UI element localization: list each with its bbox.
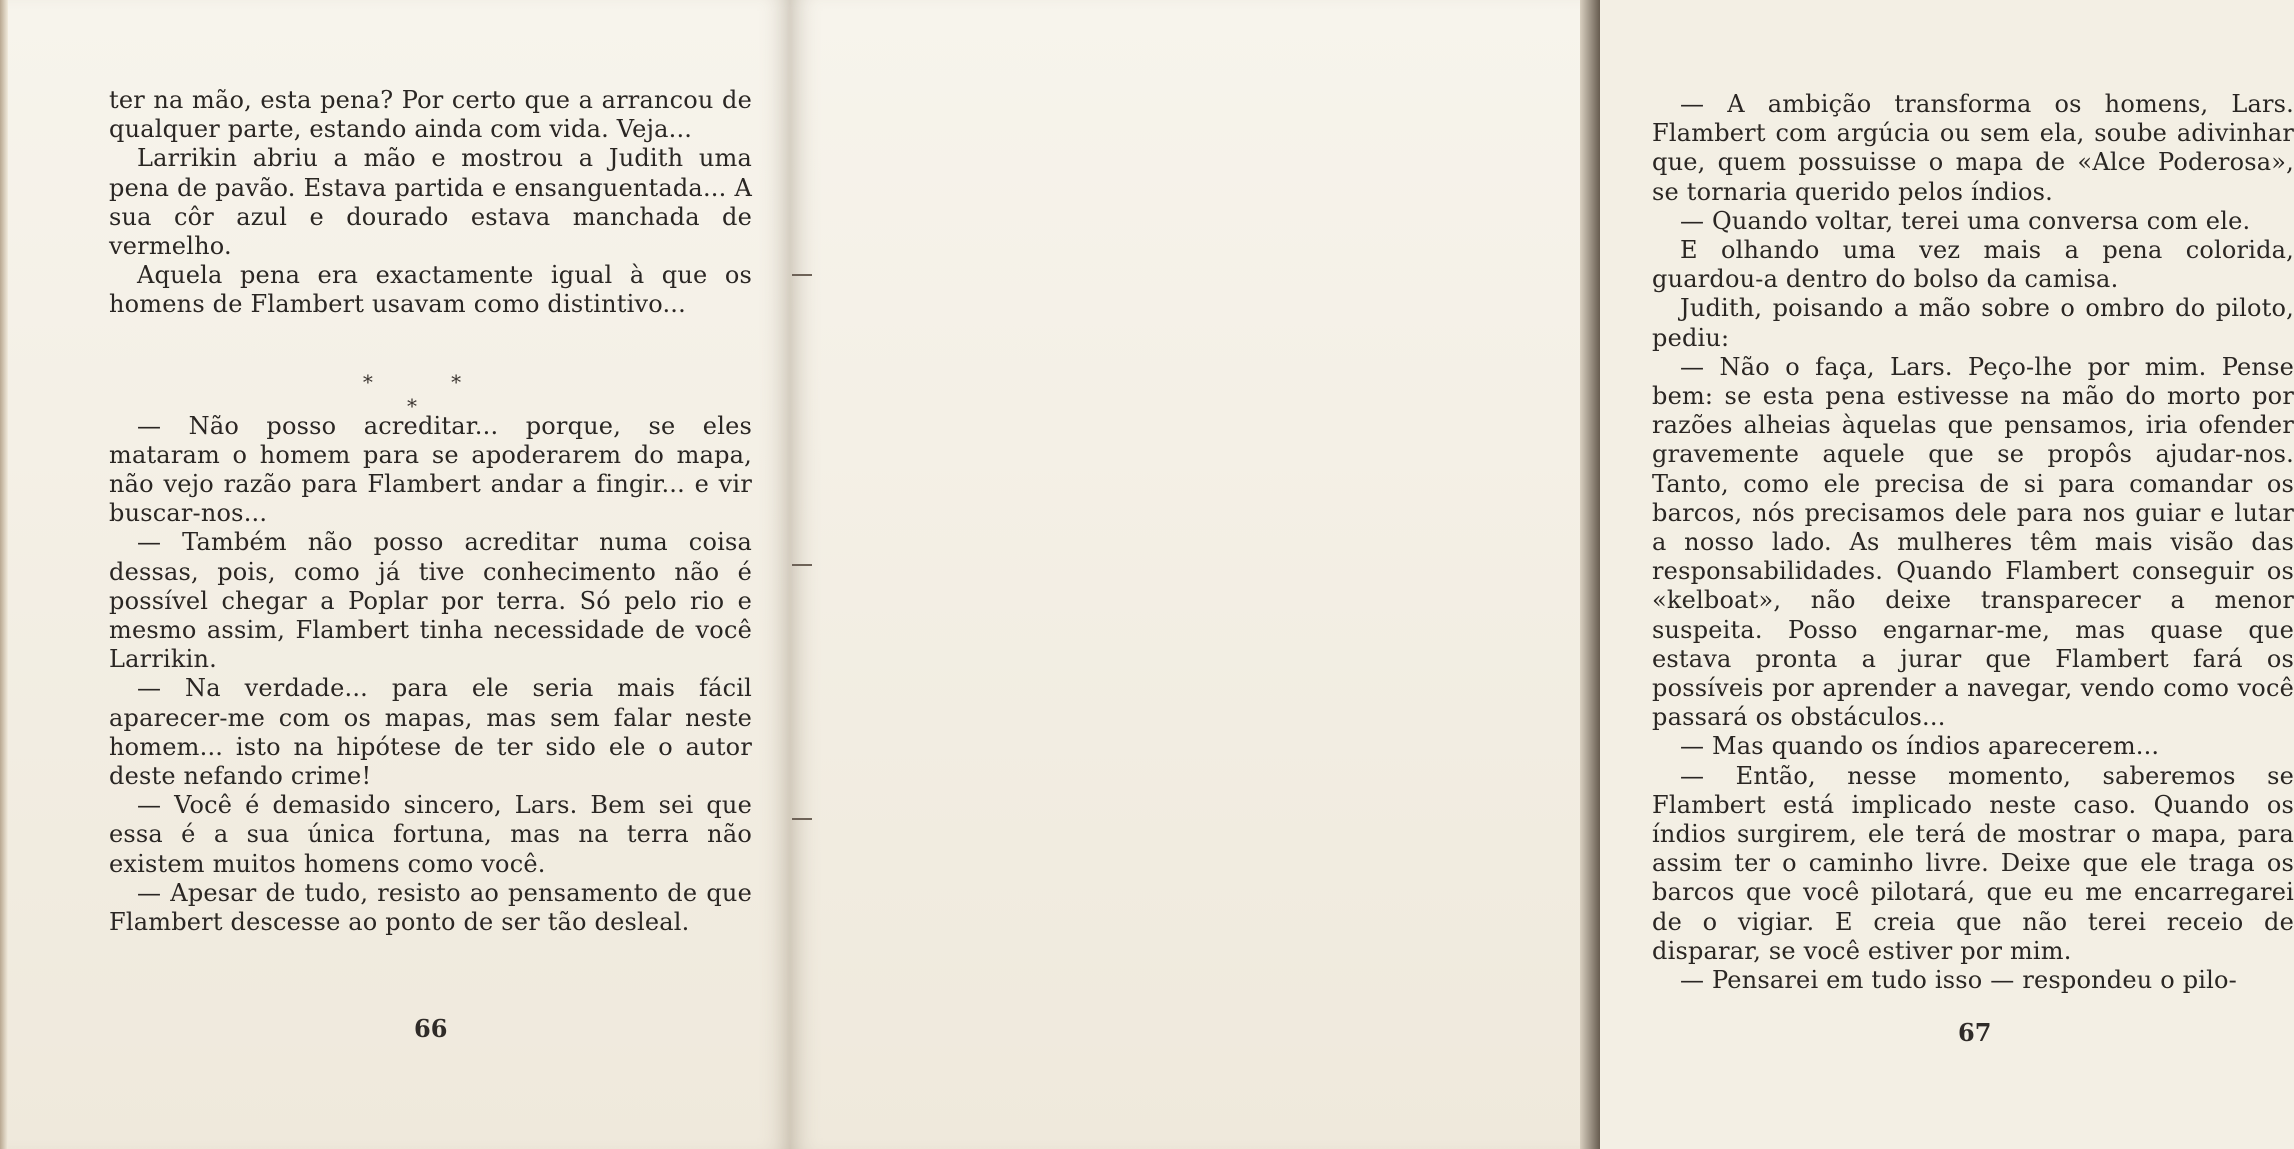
left-page-text	[109, 86, 752, 937]
left-paragraph: — Na verdade... para ele seria mais fácil aparecer-me com os mapas, mas sem falar neste homem... isto na hipótese de ter sido ele o autor deste nefando crime!	[109, 674, 752, 791]
right-page	[790, 0, 2294, 1149]
left-page-edge	[0, 0, 8, 1149]
binding-stitch	[792, 274, 812, 276]
left-paragraph: Aquela pena era exactamente igual à que os homens de Flambert usavam como distintivo...	[109, 261, 752, 319]
binding-stitch	[792, 564, 812, 566]
right-paragraph: — Mas quando os índios aparecerem...	[1680, 732, 2160, 761]
left-paragraph: — Também não posso acreditar numa coisa dessas, pois, como já tive conhecimento não é possível chegar a Poplar por terra. Só pelo rio e mesmo assim, Flambert tinha necessidade de você Larrikin.	[109, 528, 752, 674]
right-paragraph: — A ambição transforma os homens, Lars. Flambert com argúcia ou sem ela, soube adivinhar que, quem possuisse o mapa de «Alce Poderosa», se tornaria querido pelos índios.	[1652, 90, 2294, 206]
left-paragraph: — Não posso acreditar... porque, se eles mataram o homem para se apoderarem do mapa, não vejo razão para Flambert andar a fingir... e vir buscar-nos...	[109, 411, 752, 528]
right-page-edge	[1580, 0, 1600, 1149]
left-paragraph: Larrikin abriu a mão e mostrou a Judith uma pena de pavão. Estava partida e ensanguentada... A sua côr azul e dourado estava manchada de vermelho.	[109, 144, 752, 261]
right-paragraph: — Não o faça, Lars. Peço-lhe por mim. Pense bem: se esta pena estivesse na mão do morto por razões alheias àquelas que pensamos, iria ofender gravemente aquele que se propôs ajudar-nos. Tanto, como ele precisa de si para comandar os barcos, nós precisamos dele para nos guiar e lutar a nosso lado. As mulheres têm mais visão das responsabilidades. Quando Flambert conseguir os «kelboat», não deixe transparecer a menor suspeita. Posso engarnar-me, mas quase que estava pronta a jurar que Flambert fará os possíveis por aprender a navegar, vendo como você passará os obstáculos...	[1652, 352, 2294, 732]
right-paragraph: — Então, nesse momento, saberemos se Flambert está implicado neste caso. Quando os índios surgirem, ele terá de mostrar o mapa, para assim ter o caminho livre. Deixe que ele traga os barcos que você pilotará, que eu me encarregarei de o vigiar. E creia que não terei receio de disparar, se você estiver por mim.	[1652, 761, 2294, 965]
right-paragraph: — Pensarei em tudo isso — respondeu o pilo-	[1680, 966, 2237, 995]
left-paragraph: ter na mão, esta pena? Por certo que a arrancou de qualquer parte, estando ainda com vida. Veja...	[109, 86, 752, 144]
page-number-left: 66	[414, 1014, 448, 1043]
page-number-right: 67	[1958, 1018, 1992, 1047]
left-page	[0, 0, 791, 1149]
left-paragraph: — Apesar de tudo, resisto ao pensamento de que Flambert descesse ao ponto de ser tão desleal.	[109, 878, 752, 937]
right-page-text	[1652, 90, 2294, 995]
left-paragraph: — Você é demasido sincero, Lars. Bem sei que essa é a sua única fortuna, mas na terra não existem muitos homens como você.	[109, 791, 752, 878]
section-separator: * * *	[362, 370, 498, 418]
right-paragraph: E olhando uma vez mais a pena colorida, guardou-a dentro do bolso da camisa.	[1652, 236, 2294, 294]
binding-stitch	[792, 818, 812, 820]
right-paragraph: Judith, poisando a mão sobre o ombro do piloto, pediu:	[1652, 294, 2294, 352]
right-paragraph: — Quando voltar, terei uma conversa com ele.	[1680, 206, 2251, 235]
